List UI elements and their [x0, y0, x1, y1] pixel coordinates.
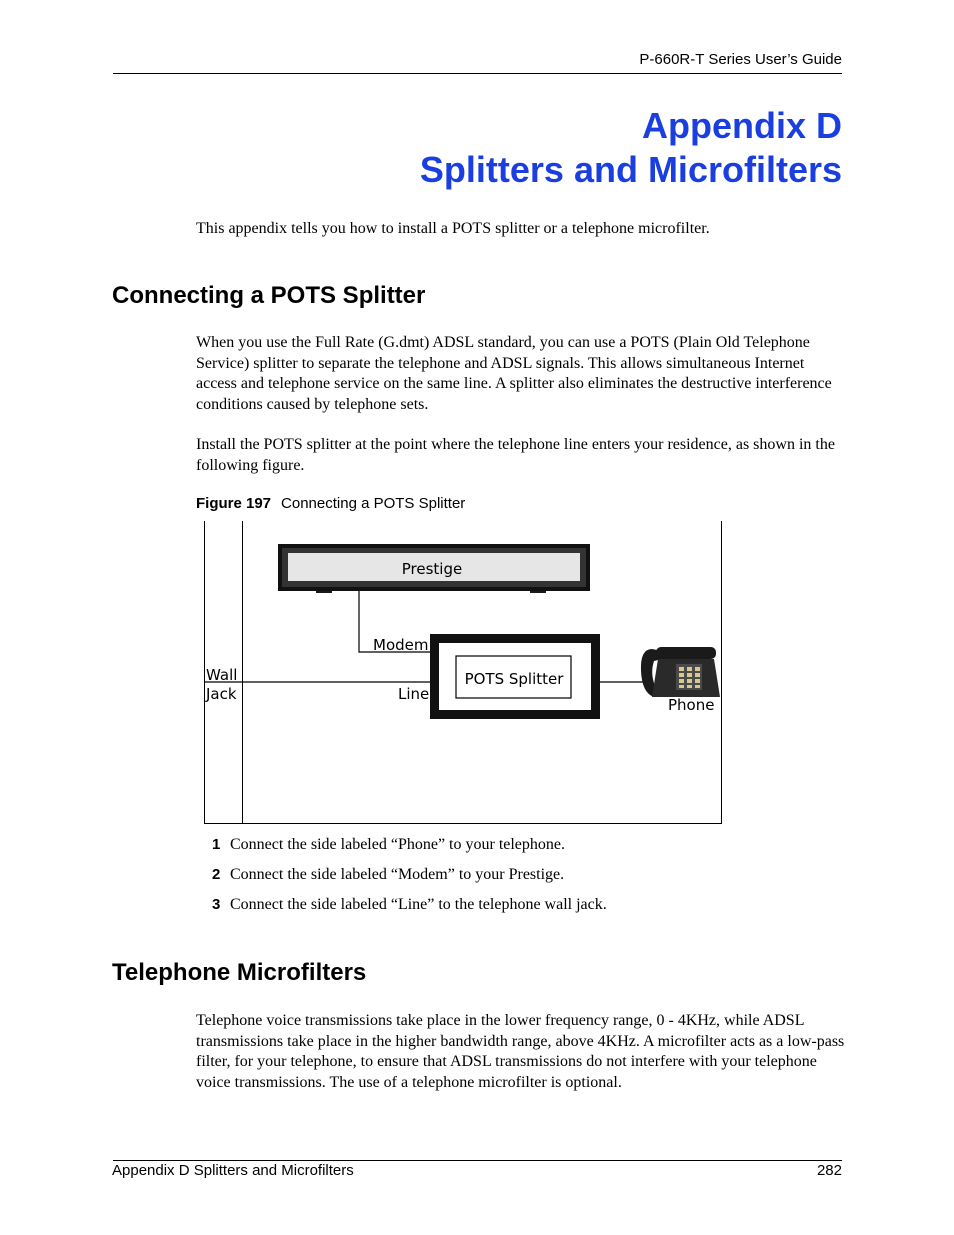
telephone-icon: [641, 647, 720, 697]
list-item: [212, 866, 842, 896]
pots-paragraph-2: Install the POTS splitter at the point where the telephone line enters your residence, as shown in the following figure.: [196, 436, 835, 474]
step-text: Connect the side labeled “Modem” to your Prestige.: [230, 866, 565, 883]
list-item: [212, 836, 842, 866]
header-rule: [113, 73, 842, 74]
footer-chapter-title: Appendix D Splitters and Microfilters: [112, 1162, 354, 1179]
intro-paragraph: This appendix tells you how to install a POTS splitter or a telephone microfilter.: [196, 220, 710, 237]
chapter-title-line1: Appendix D: [641, 105, 842, 146]
wall-label: Wall: [206, 666, 238, 684]
footer-rule: [113, 1160, 842, 1161]
figure-caption: [196, 495, 465, 512]
splitter-label: POTS Splitter: [464, 670, 564, 688]
chapter-title: [420, 104, 842, 192]
chapter-title-line2: Splitters and Microfilters: [419, 149, 842, 190]
step-number: 1: [212, 836, 221, 853]
figure-number: Figure 197: [196, 495, 272, 512]
pots-paragraph-1: When you use the Full Rate (G.dmt) ADSL standard, you can use a POTS (Plain Old Telephone Service) splitter to separate the telephone and ADSL signals. This allows simultaneous Internet access and telephone service on the same line. A splitter also eliminates the destructive interference conditions caused by telephone sets.: [196, 334, 832, 413]
pots-splitter-diagram: [204, 521, 722, 824]
prestige-label: Prestige: [401, 560, 463, 578]
line-label: Line: [398, 685, 430, 703]
microfilter-paragraph: Telephone voice transmissions take place in the lower frequency range, 0 - 4KHz, while ADSL transmissions take place in the higher bandwidth range, above 4KHz. A microfilter acts as a low-pass filter, for your telephone, to ensure that ADSL transmissions do not interfere with your telephone voice transmissions. The use of a telephone microfilter is optional.: [196, 1012, 845, 1091]
step-number: 2: [212, 866, 221, 883]
steps-list: [212, 836, 842, 926]
page-number: 282: [816, 1162, 842, 1179]
section-heading-pots-splitter: Connecting a POTS Splitter: [112, 282, 426, 309]
phone-label: Phone: [668, 696, 715, 714]
running-header: P-660R-T Series User’s Guide: [639, 51, 842, 68]
step-text: Connect the side labeled “Phone” to your telephone.: [230, 836, 566, 853]
jack-label: Jack: [206, 685, 237, 703]
section-heading-microfilters: Telephone Microfilters: [112, 959, 367, 986]
modem-label: Modem: [373, 636, 429, 654]
step-text: Connect the side labeled “Line” to the telephone wall jack.: [230, 896, 607, 913]
step-number: 3: [212, 896, 221, 913]
list-item: [212, 896, 842, 926]
figure-caption-text: Connecting a POTS Splitter: [281, 495, 466, 512]
